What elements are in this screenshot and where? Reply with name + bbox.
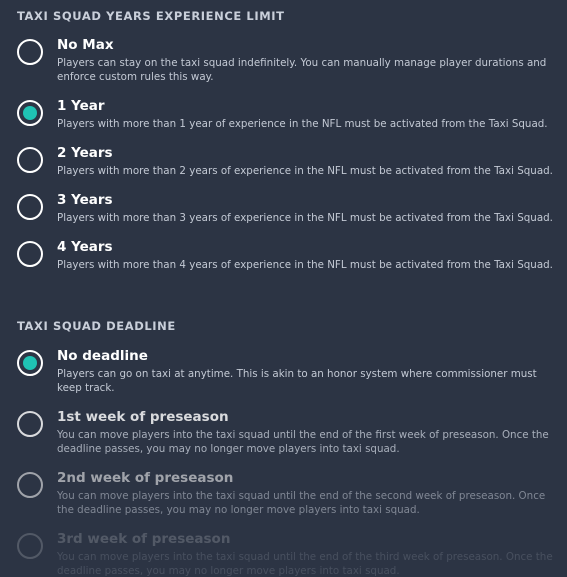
option-2-years-description: Players with more than 2 years of experience in the NFL must be activated from the Taxi Squad. <box>57 165 553 177</box>
option-1-year-description: Players with more than 1 year of experience in the NFL must be activated from the Taxi Squad. <box>57 118 548 130</box>
deadline-section-title: TAXI SQUAD DEADLINE <box>17 319 176 333</box>
option-no-deadline-description: Players can go on taxi at anytime. This is akin to an honor system where commissioner must keep track. <box>57 368 537 394</box>
radio-3-years[interactable] <box>17 194 43 220</box>
option-3-years[interactable] <box>17 192 557 238</box>
radio-1-year[interactable] <box>17 100 43 126</box>
option-3rd-week-description: You can move players into the taxi squad until the end of the third week of preseason. Once the deadline passes, you may no longer move players into taxi squad. <box>57 551 553 577</box>
radio-selected-dot <box>23 106 37 120</box>
option-2nd-week-label: 2nd week of preseason <box>57 470 234 486</box>
option-3rd-week-preseason[interactable] <box>17 531 557 577</box>
option-3rd-week-label: 3rd week of preseason <box>57 531 231 547</box>
option-2-years[interactable] <box>17 145 557 191</box>
option-1-year[interactable] <box>17 98 557 144</box>
option-2nd-week-description: You can move players into the taxi squad until the end of the second week of preseason. Once the deadline passes, you may no longer move players into taxi squad. <box>57 490 546 516</box>
radio-3rd-week-preseason[interactable] <box>17 533 43 559</box>
years-experience-section-title: TAXI SQUAD YEARS EXPERIENCE LIMIT <box>17 9 285 23</box>
option-2-years-label: 2 Years <box>57 145 113 161</box>
option-3-years-label: 3 Years <box>57 192 113 208</box>
radio-selected-dot <box>23 356 37 370</box>
option-no-max[interactable] <box>17 37 557 83</box>
option-4-years-label: 4 Years <box>57 239 113 255</box>
option-4-years-description: Players with more than 4 years of experience in the NFL must be activated from the Taxi Squad. <box>57 259 553 271</box>
option-no-deadline-label: No deadline <box>57 348 148 364</box>
radio-no-deadline[interactable] <box>17 350 43 376</box>
option-4-years[interactable] <box>17 239 557 285</box>
option-1st-week-description: You can move players into the taxi squad until the end of the first week of preseason. Once the deadline passes, you may no longer move players into taxi squad. <box>57 429 549 455</box>
option-1st-week-preseason[interactable] <box>17 409 557 455</box>
radio-no-max[interactable] <box>17 39 43 65</box>
radio-2-years[interactable] <box>17 147 43 173</box>
option-1st-week-label: 1st week of preseason <box>57 409 229 425</box>
radio-1st-week-preseason[interactable] <box>17 411 43 437</box>
option-3-years-description: Players with more than 3 years of experience in the NFL must be activated from the Taxi Squad. <box>57 212 553 224</box>
option-2nd-week-preseason[interactable] <box>17 470 557 516</box>
option-no-deadline[interactable] <box>17 348 557 394</box>
radio-2nd-week-preseason[interactable] <box>17 472 43 498</box>
option-no-max-description: Players can stay on the taxi squad indefinitely. You can manually manage player durations and enforce custom rules this way. <box>57 57 547 83</box>
option-1-year-label: 1 Year <box>57 98 105 114</box>
radio-4-years[interactable] <box>17 241 43 267</box>
option-no-max-label: No Max <box>57 37 114 53</box>
